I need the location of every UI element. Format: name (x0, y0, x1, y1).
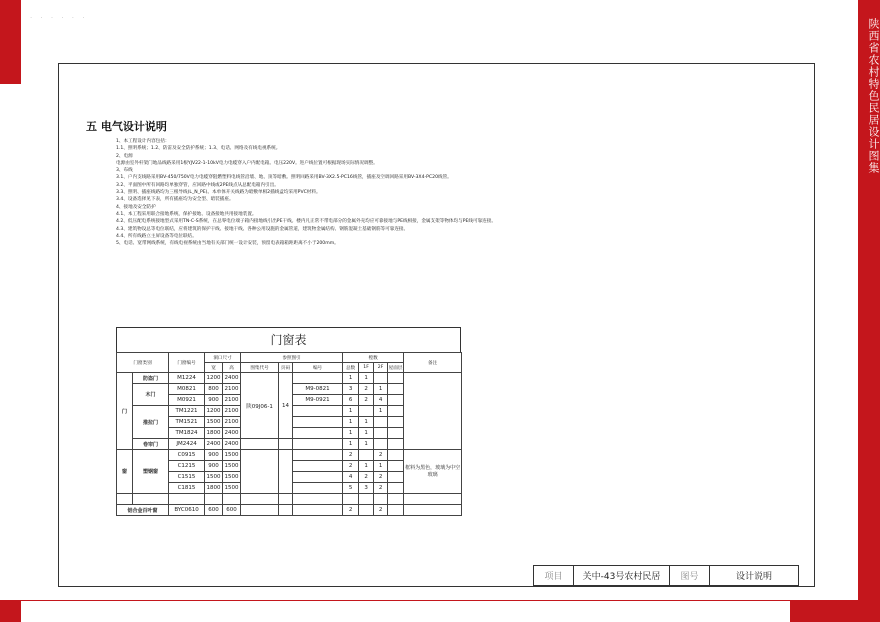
cell-number (293, 472, 343, 483)
note-line: 3.3、照明、插座线路均为三根导线(L_N_PE)。本单体开关线路为暗敷单相2插线盒均采用PVC材料。 (116, 190, 321, 196)
cell-total: 2 (343, 461, 359, 472)
cell-remark (404, 373, 462, 450)
note-line: 3.4、设备选择见下表，所有插座均为安全型、暗装插座。 (116, 197, 234, 203)
note-line: 电源由室外杆架门地品线路采用1根YJV22-1-10kV电力电缆穿入户内配电箱。电压220V。进户线位置可根据现场实际情况调整。 (116, 160, 378, 166)
faint-header: · · · · · · (30, 14, 88, 22)
table-row (117, 373, 462, 384)
header-code: 门窗编号 (169, 353, 205, 373)
cell-height: 2400 (223, 439, 241, 450)
cell-number (293, 417, 343, 428)
cell-height: 1500 (223, 483, 241, 494)
cell-width: 1500 (205, 417, 223, 428)
cell-total: 2 (343, 505, 359, 516)
cell-height: 1500 (223, 461, 241, 472)
design-notes (116, 138, 806, 247)
cell-2f (374, 428, 388, 439)
sub-type: 塑钢窗 (133, 450, 169, 494)
cell-page: 14 (279, 373, 293, 439)
cell-height: 2400 (223, 373, 241, 384)
cell-number (293, 406, 343, 417)
cell-height: 1500 (223, 472, 241, 483)
cell-1f: 1 (359, 461, 374, 472)
cell-1f: 1 (359, 373, 374, 384)
cell-height: 2100 (223, 395, 241, 406)
cell-roof (388, 461, 404, 472)
door-window-schedule (116, 327, 461, 516)
sub-type: 推拉门 (133, 406, 169, 439)
cell-2f: 1 (374, 384, 388, 395)
header-atlas-code: 图集代号 (241, 363, 279, 373)
cell-number (293, 439, 343, 450)
header-qty: 樘数 (343, 353, 404, 363)
cell-total: 4 (343, 472, 359, 483)
note-line: 4.2、低压配电系统接地型式采用TN-C-S系统，在总零电位端子箱内接地线引出PE干线。楼内凡正常不带电部分的金属外壳均应可靠接地与PE线相接，金属支架等物体均与PE线可靠连接。 (116, 219, 496, 225)
cell-roof (388, 439, 404, 450)
cell-number: M9-0821 (293, 384, 343, 395)
sub-type: 防盗门 (133, 373, 169, 384)
header-total: 总数 (343, 363, 359, 373)
cell-roof (388, 373, 404, 384)
note-line: 1.1、照明系统；1.2、防雷及安全防护系统；1.3、电话、网络及有线电视系统。 (116, 146, 281, 152)
cell-width: 2400 (205, 439, 223, 450)
cell-total: 2 (343, 450, 359, 461)
note-line: 4、接地及安全防护 (116, 204, 156, 210)
corner-block-bottom-left (0, 600, 21, 622)
cell-code: M0921 (169, 395, 205, 406)
cell-width: 900 (205, 395, 223, 406)
cell-width: 900 (205, 450, 223, 461)
cell-total: 1 (343, 439, 359, 450)
cell-total: 5 (343, 483, 359, 494)
header-page: 页码 (279, 363, 293, 373)
cell-page (279, 439, 293, 450)
cell-1f: 2 (359, 395, 374, 406)
cell-remark (404, 505, 462, 516)
note-line: 4.4、所有线路立主屏设备等电位联结。 (116, 233, 197, 239)
cell-2f: 4 (374, 395, 388, 406)
header-type: 门窗类别 (117, 353, 169, 373)
cell-total: 3 (343, 384, 359, 395)
cell-height: 2400 (223, 428, 241, 439)
table-row (117, 505, 462, 516)
note-line: 3、布线 (116, 168, 133, 174)
cell-2f: 2 (374, 505, 388, 516)
cell-2f: 2 (374, 483, 388, 494)
note-line: 3.2、平面图中所有回路均单独穿管，应回路中线或2PE线点从总配电箱内引出。 (116, 182, 279, 188)
cell-code: TM1221 (169, 406, 205, 417)
table-title: 门窗表 (116, 327, 461, 352)
cell-code: TM1824 (169, 428, 205, 439)
cell-height: 2100 (223, 406, 241, 417)
cell-code: BYC0610 (169, 505, 205, 516)
note-line: 4.3、建筑物设总等电位联结，应将建筑的保护干线、接地干线、各种公用设施的金属管道，建筑物金属结构、钢筋混凝土基础钢筋等可靠连接。 (116, 226, 409, 232)
sidebar-title: 陕西省农村特色民居设计图集 (867, 18, 880, 174)
note-line: 4.1、本工程采用联合接地系统，保护接地、设备接地共用接地装置。 (116, 211, 257, 217)
cell-2f (374, 417, 388, 428)
cell-number (293, 461, 343, 472)
note-line: 5、电话、宽带网线系统，有线电视系统由当地有关部门统一设计安装，预留电表箱箱距距离不小于200mm。 (116, 241, 339, 247)
cell-1f (359, 450, 374, 461)
header-2f: 2F (374, 363, 388, 373)
cell-roof (388, 505, 404, 516)
table-row (117, 494, 462, 505)
drawing-value: 设计说明 (735, 572, 772, 582)
header-opening: 洞口尺寸 (205, 353, 241, 363)
cell-roof (388, 428, 404, 439)
cell-page (279, 505, 293, 516)
cell-number (293, 428, 343, 439)
cell-roof (388, 483, 404, 494)
cell-number (293, 483, 343, 494)
cell-remark: 框料为黑色，玻璃为中空玻璃 (404, 450, 462, 494)
cell-width: 1800 (205, 483, 223, 494)
cell-1f: 3 (359, 483, 374, 494)
cell-code: C1215 (169, 461, 205, 472)
cell-total: 1 (343, 417, 359, 428)
note-line: 3.1、户内支线路采用BV-450/750V电力电缆穿阻燃塑料电线管沿墙、地、顶等暗敷。照明回路采用BV-3X2.5-PC16线管，插座及空调回路采用BV-3X4-PC20线管。 (116, 175, 452, 181)
note-line: 1、本工程设计内容包括： (116, 139, 170, 144)
corner-block-top-left (0, 0, 21, 84)
cell-width: 1800 (205, 428, 223, 439)
cell-page (279, 450, 293, 494)
cell-height: 2100 (223, 417, 241, 428)
sub-type: 卷帘门 (133, 439, 169, 450)
cell-roof (388, 472, 404, 483)
cell-1f: 1 (359, 439, 374, 450)
table-row (117, 450, 462, 461)
cell-roof (388, 406, 404, 417)
cell-code: TM1521 (169, 417, 205, 428)
note-line: 2、电源 (116, 153, 133, 159)
cell-2f: 1 (374, 406, 388, 417)
cell-width: 1500 (205, 472, 223, 483)
cell-number (293, 373, 343, 384)
cell-1f: 2 (359, 384, 374, 395)
cell-code: JM2424 (169, 439, 205, 450)
cell-total: 1 (343, 428, 359, 439)
cell-total: 1 (343, 373, 359, 384)
cell-total: 6 (343, 395, 359, 406)
header-atlas: 参照图引 (241, 353, 343, 363)
header-width: 宽 (205, 363, 223, 373)
cell-number: M9-0921 (293, 395, 343, 406)
header-remark: 备注 (404, 353, 462, 373)
cell-atlas-code: 陕09J06-1 (241, 373, 279, 439)
cell-code: C1515 (169, 472, 205, 483)
cell-2f (374, 439, 388, 450)
cell-1f (359, 505, 374, 516)
cell-1f: 1 (359, 428, 374, 439)
cell-code: C1815 (169, 483, 205, 494)
project-value: 关中-43号农村民居 (574, 566, 670, 585)
header-1f: 1F (359, 363, 374, 373)
cell-code: M0821 (169, 384, 205, 395)
cell-1f: 1 (359, 417, 374, 428)
cell-height: 600 (223, 505, 241, 516)
cell-width: 900 (205, 461, 223, 472)
cell-2f: 2 (374, 450, 388, 461)
cell-height: 1500 (223, 450, 241, 461)
title-block (533, 565, 799, 586)
cell-code: C0915 (169, 450, 205, 461)
group-door: 门 (117, 373, 133, 450)
cell-2f (374, 373, 388, 384)
header-height: 高 (223, 363, 241, 373)
cell-atlas-code (241, 505, 279, 516)
schedule-table (116, 352, 462, 516)
cell-height: 2100 (223, 384, 241, 395)
group-window: 窗 (117, 450, 133, 494)
cell-code: M1224 (169, 373, 205, 384)
cell-atlas-code (241, 439, 279, 450)
cell-1f: 2 (359, 472, 374, 483)
cell-number (293, 505, 343, 516)
cell-roof (388, 384, 404, 395)
bottom-rule (21, 600, 858, 601)
cell-roof (388, 417, 404, 428)
section-heading: 五 电气设计说明 (86, 120, 167, 133)
header-roof: 屋面层 (388, 363, 404, 373)
cell-total: 1 (343, 406, 359, 417)
cell-roof (388, 450, 404, 461)
cell-1f (359, 406, 374, 417)
cell-roof (388, 395, 404, 406)
cell-atlas-code (241, 450, 279, 494)
cell-number (293, 450, 343, 461)
cell-width: 1200 (205, 373, 223, 384)
drawing-label: 图号 (670, 566, 710, 585)
corner-block-bottom-right (790, 600, 858, 622)
sub-type: 木门 (133, 384, 169, 406)
cell-width: 1200 (205, 406, 223, 417)
project-label: 项目 (534, 566, 574, 585)
cell-width: 600 (205, 505, 223, 516)
cell-width: 800 (205, 384, 223, 395)
sub-type: 铝合金百叶窗 (117, 505, 169, 516)
cell-2f: 1 (374, 461, 388, 472)
header-number: 编号 (293, 363, 343, 373)
cell-2f: 2 (374, 472, 388, 483)
